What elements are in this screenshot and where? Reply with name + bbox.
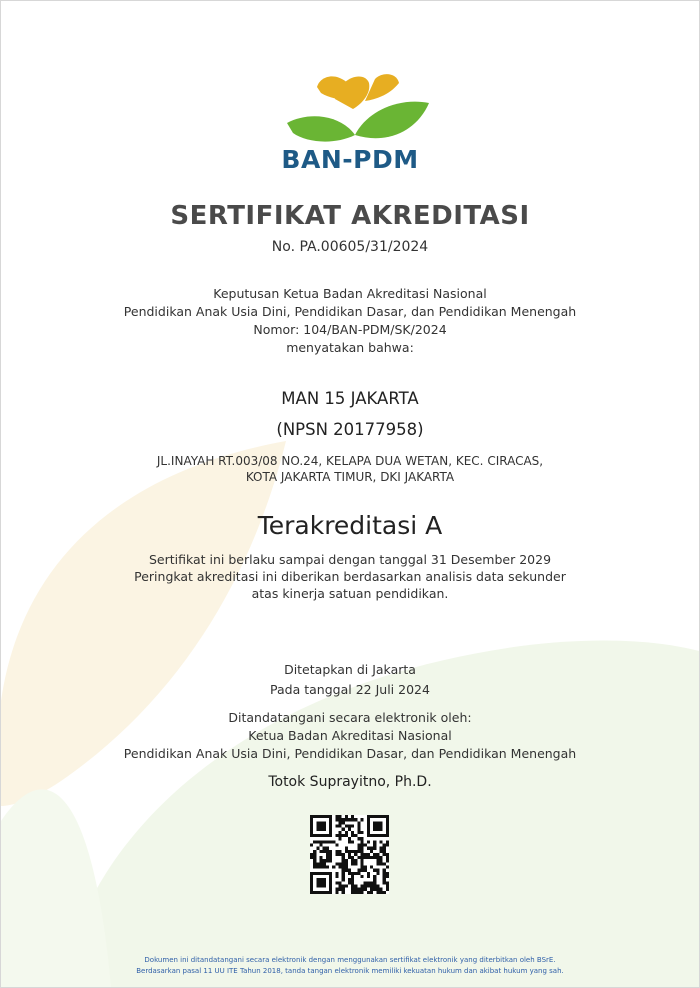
signed-line: Pendidikan Anak Usia Dini, Pendidikan Dasar, dan Pendidikan Menengah	[123, 746, 577, 761]
brand-name: BAN-PDM	[281, 145, 419, 174]
decree-line: menyatakan bahwa:	[286, 340, 414, 355]
footer-line: Berdasarkan pasal 11 UU ITE Tahun 2018, tanda tangan elektronik memiliki kekuatan hukum dan akibat hukum yang sah.	[136, 967, 564, 975]
signer-name: Totok Suprayitno, Ph.D.	[268, 774, 432, 790]
footer-line: Dokumen ini ditandatangani secara elektronik dengan menggunakan sertifikat elektronik yang diterbitkan oleh BSrE.	[144, 956, 556, 964]
validity-block	[1, 551, 699, 602]
issued-date: Pada tanggal 22 Juli 2024	[270, 682, 430, 697]
validity-line: Peringkat akreditasi ini diberikan berdasarkan analisis data sekunder	[134, 569, 566, 584]
school-name: MAN 15 JAKARTA	[281, 389, 419, 408]
decree-line: Nomor: 104/BAN-PDM/SK/2024	[253, 322, 447, 337]
decree-line: Keputusan Ketua Badan Akreditasi Nasional	[213, 286, 487, 301]
signed-line: Ditandatangani secara elektronik oleh:	[228, 710, 472, 725]
issued-place: Ditetapkan di Jakarta	[284, 662, 416, 677]
address-line: JL.INAYAH RT.003/08 NO.24, KELAPA DUA WETAN, KEC. CIRACAS,	[156, 454, 544, 468]
certificate-number: No. PA.00605/31/2024	[271, 239, 429, 255]
signed-line: Ketua Badan Akreditasi Nasional	[248, 728, 452, 743]
certificate-title: SERTIFIKAT AKREDITASI	[170, 201, 530, 231]
address-line: KOTA JAKARTA TIMUR, DKI JAKARTA	[245, 470, 455, 484]
signed-block	[1, 709, 699, 763]
school-address	[1, 453, 699, 485]
qr-code-icon[interactable]	[310, 815, 389, 894]
school-npsn: (NPSN 20177958)	[276, 420, 424, 439]
decree-line: Pendidikan Anak Usia Dini, Pendidikan Dasar, dan Pendidikan Menengah	[123, 304, 577, 319]
validity-line: Sertifikat ini berlaku sampai dengan tanggal 31 Desember 2029	[148, 552, 552, 567]
issued-block	[1, 660, 699, 700]
validity-line: atas kinerja satuan pendidikan.	[251, 586, 449, 601]
footer-note	[1, 955, 699, 977]
accreditation-status: Terakreditasi A	[257, 511, 443, 540]
decree-block	[1, 285, 699, 357]
